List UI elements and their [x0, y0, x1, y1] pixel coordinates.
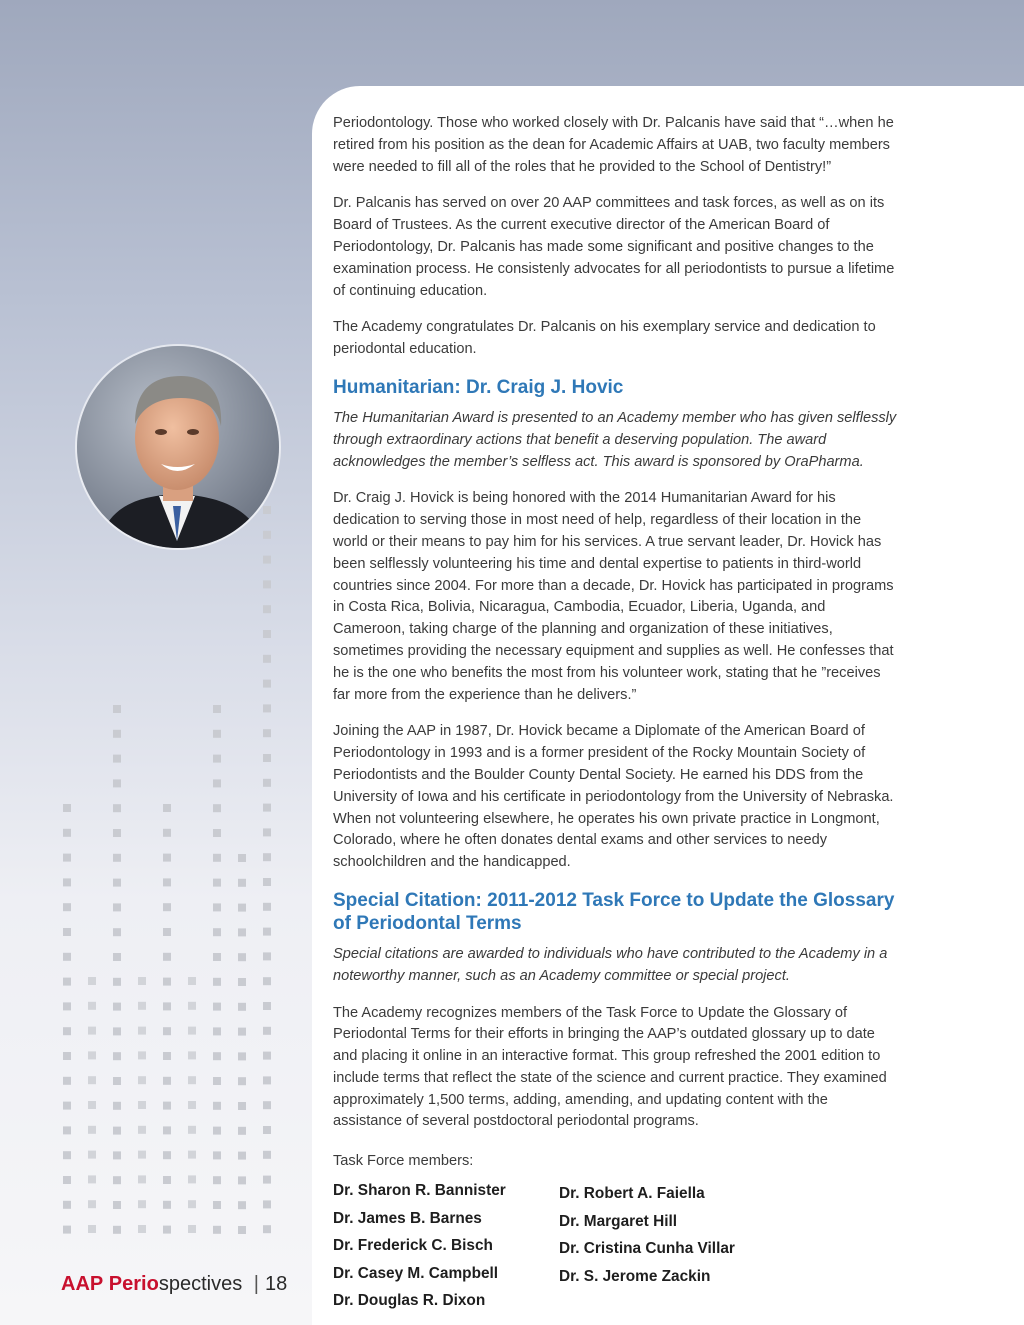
dot	[163, 1027, 171, 1035]
dot	[263, 952, 271, 960]
dot	[263, 903, 271, 911]
dot	[63, 1102, 71, 1110]
dot	[263, 779, 271, 787]
dot	[188, 1175, 196, 1183]
members-list	[333, 1177, 898, 1315]
dot	[63, 804, 71, 812]
section-intro: The Humanitarian Award is presented to an Academy member who has given selflessly through extraordinary actions that benefit a deserving population. The award acknowledges the member’s selfless act. This award is sponsored by OraPharma.	[333, 409, 897, 470]
dot	[263, 1101, 271, 1109]
brand-perio: Perio	[108, 1273, 159, 1295]
dot	[113, 755, 121, 763]
dot-grid-decoration	[0, 0, 300, 1325]
dot	[213, 1176, 221, 1184]
section-heading-humanitarian: Humanitarian: Dr. Craig J. Hovic	[333, 376, 624, 398]
dot	[263, 804, 271, 812]
dot	[163, 854, 171, 862]
dot	[213, 928, 221, 936]
dot	[88, 1101, 96, 1109]
dot	[113, 953, 121, 961]
footer-separator: |	[253, 1273, 259, 1295]
dot	[213, 1127, 221, 1135]
dot	[238, 879, 246, 887]
dot	[163, 1226, 171, 1234]
member-name: Dr. Casey M. Campbell	[333, 1264, 499, 1282]
dot	[138, 1225, 146, 1233]
dot	[88, 977, 96, 985]
member-name: Dr. Sharon R. Bannister	[333, 1182, 506, 1200]
brand-rest: spectives	[158, 1273, 243, 1295]
dot	[163, 1052, 171, 1060]
dot	[263, 655, 271, 663]
dot	[138, 1200, 146, 1208]
dot	[113, 1226, 121, 1234]
dot	[63, 1151, 71, 1159]
dot	[238, 1127, 246, 1135]
dot	[63, 928, 71, 936]
dot	[88, 1076, 96, 1084]
paragraph: The Academy congratulates Dr. Palcanis on his exemplary service and dedication to periodontal education.	[333, 319, 876, 358]
dot	[63, 1226, 71, 1234]
dot	[188, 1076, 196, 1084]
dot	[263, 580, 271, 588]
brand-aap: AAP	[61, 1273, 104, 1295]
dot	[263, 531, 271, 539]
dot	[163, 829, 171, 837]
dot	[63, 829, 71, 837]
dot	[63, 1126, 71, 1134]
dot	[213, 903, 221, 911]
dot	[238, 1226, 246, 1234]
dot	[113, 903, 121, 911]
dot	[113, 978, 121, 986]
dot	[263, 506, 271, 514]
member-name: Dr. James B. Barnes	[333, 1209, 482, 1227]
dot	[188, 1126, 196, 1134]
dot	[113, 1052, 121, 1060]
dot	[263, 704, 271, 712]
dot	[263, 878, 271, 886]
dot	[213, 705, 221, 713]
page-number: 18	[264, 1273, 288, 1295]
dot	[263, 1052, 271, 1060]
dot	[238, 854, 246, 862]
section-heading-citation: Special Citation: 2011-2012 Task Force to Update the Glossary of Periodontal Terms	[333, 889, 895, 934]
dot	[138, 977, 146, 985]
dot	[138, 1002, 146, 1010]
member-name: Dr. Margaret Hill	[559, 1212, 678, 1230]
dot	[163, 978, 171, 986]
paragraph: Dr. Craig J. Hovick is being honored with the 2014 Humanitarian Award for his dedication to serving those in most need of help, regardless of their location in the world or their means to pay him for his services. A true servant leader, Dr. Hovick has been selflessly volunteering his time and dental expertise to patients in third-world countries since 2004. For more than a decade, Dr. Hovick has participated in programs in Costa Rica, Bolivia, Nicaragua, Cambodia, Ecuador, Liberia, Uganda, and Cameroon, taking charge of the planning and organization of these initiatives, sometimes providing the necessary equipment and supplies as well. He confesses that he is the one who benefits the most from his volunteer work, stating that he ”receives far more from the experience than he delivers.”	[333, 490, 894, 703]
dot	[263, 1176, 271, 1184]
dot	[213, 755, 221, 763]
dot	[138, 1027, 146, 1035]
dot	[188, 1027, 196, 1035]
dot	[188, 977, 196, 985]
dot	[263, 630, 271, 638]
dot	[263, 754, 271, 762]
dot	[113, 730, 121, 738]
members-label: Task Force members:	[333, 1153, 474, 1170]
paragraph: Periodontology. Those who worked closely with Dr. Palcanis have said that “…when he retired from his position as the dean for Academic Affairs at UAB, two faculty members were needed to fill all of the roles that he provided to the School of Dentistry!”	[333, 115, 894, 175]
paragraph: Joining the AAP in 1987, Dr. Hovick became a Diplomate of the American Board of Periodontology in 1993 and is a former president of the Rocky Mountain Society of Periodontists and the Boulder County Dental Society. He earned his DDS from the University of Iowa and his certificate in periodontology from the University of Nebraska. When not volunteering elsewhere, he operates his own private practice in Longmont, Colorado, where he often donates dental exams and other services to needy schoolchildren and the handicapped.	[333, 723, 894, 871]
dot	[113, 1102, 121, 1110]
dot	[63, 854, 71, 862]
dot	[113, 804, 121, 812]
dot	[213, 1003, 221, 1011]
dot	[238, 953, 246, 961]
dot	[213, 730, 221, 738]
dot	[113, 1003, 121, 1011]
dot	[138, 1051, 146, 1059]
member-name: Dr. Cristina Cunha Villar	[559, 1240, 735, 1258]
dot	[63, 903, 71, 911]
dot	[63, 878, 71, 886]
member-name: Dr. Douglas R. Dixon	[333, 1292, 486, 1310]
dot	[213, 1226, 221, 1234]
dot	[88, 1200, 96, 1208]
dot	[188, 1051, 196, 1059]
dot	[63, 1077, 71, 1085]
member-name: Dr. Robert A. Faiella	[559, 1185, 705, 1203]
dot	[113, 1151, 121, 1159]
dot	[188, 1101, 196, 1109]
dot	[263, 1002, 271, 1010]
dot	[238, 1176, 246, 1184]
dot	[88, 1126, 96, 1134]
dot	[263, 680, 271, 688]
dot	[263, 928, 271, 936]
article-content	[333, 113, 898, 1315]
dot	[88, 1027, 96, 1035]
dot	[138, 1101, 146, 1109]
dot	[238, 1102, 246, 1110]
dot	[188, 1002, 196, 1010]
paragraph: Dr. Palcanis has served on over 20 AAP committees and task forces, as well as on its Board of Trustees. As the current executive director of the American Board of Periodontology, Dr. Palcanis has made some significant and positive changes to the examination process. He consistenly advocates for all periodontists to pursue a lifetime of continuing education.	[333, 195, 895, 299]
dot	[113, 1176, 121, 1184]
member-name: Dr. Frederick C. Bisch	[333, 1237, 493, 1255]
dot	[263, 1225, 271, 1233]
dot	[213, 1201, 221, 1209]
dot	[188, 1151, 196, 1159]
dot	[163, 928, 171, 936]
dot	[163, 1077, 171, 1085]
dot	[163, 903, 171, 911]
dot	[263, 828, 271, 836]
dot	[213, 879, 221, 887]
dot	[238, 1052, 246, 1060]
dot	[238, 1003, 246, 1011]
dot	[238, 928, 246, 936]
dot	[113, 1027, 121, 1035]
page-footer	[61, 1271, 287, 1297]
dot	[138, 1126, 146, 1134]
portrait-photo	[77, 346, 279, 548]
section-intro: Special citations are awarded to individuals who have contributed to the Academy in a noteworthy manner, such as an Academy committee or special project.	[333, 945, 888, 984]
dot	[213, 829, 221, 837]
dot	[63, 1176, 71, 1184]
dot	[63, 953, 71, 961]
dot	[213, 1151, 221, 1159]
dot	[238, 1201, 246, 1209]
dot	[113, 879, 121, 887]
dot	[238, 1152, 246, 1160]
dot	[113, 928, 121, 936]
dot	[213, 804, 221, 812]
member-name: Dr. S. Jerome Zackin	[559, 1267, 711, 1285]
dot	[263, 1076, 271, 1084]
dot	[213, 978, 221, 986]
dot	[213, 779, 221, 787]
dot	[113, 1127, 121, 1135]
dot	[213, 1027, 221, 1035]
dot	[88, 1151, 96, 1159]
members-column	[559, 1177, 785, 1315]
dot	[113, 779, 121, 787]
dot	[263, 556, 271, 564]
dot	[163, 1126, 171, 1134]
members-column	[333, 1177, 559, 1315]
dot	[263, 1027, 271, 1035]
dot	[88, 1225, 96, 1233]
dot	[213, 1052, 221, 1060]
dot	[213, 1102, 221, 1110]
dot	[113, 705, 121, 713]
dot	[163, 953, 171, 961]
dot	[63, 1052, 71, 1060]
dot	[113, 1201, 121, 1209]
dot	[88, 1175, 96, 1183]
dot	[263, 605, 271, 613]
dot	[213, 854, 221, 862]
dot	[163, 1176, 171, 1184]
dot	[113, 1077, 121, 1085]
dot	[238, 978, 246, 986]
dot	[113, 829, 121, 837]
dot	[163, 804, 171, 812]
dot	[138, 1076, 146, 1084]
dot	[63, 1201, 71, 1209]
dot	[113, 854, 121, 862]
dot	[238, 1077, 246, 1085]
dot	[263, 853, 271, 861]
dot	[88, 1002, 96, 1010]
dot	[188, 1225, 196, 1233]
dot	[263, 1126, 271, 1134]
dot	[138, 1175, 146, 1183]
dot	[88, 1051, 96, 1059]
dot	[63, 1002, 71, 1010]
dot	[163, 1201, 171, 1209]
dot	[263, 977, 271, 985]
paragraph: The Academy recognizes members of the Task Force to Update the Glossary of Periodontal Terms for their efforts in bringing the AAP’s outdated glossary up to date and placing it online in an interactive format. This group refreshed the 2001 edition to include terms that reflect the state of the science and current practice. They examined approximately 1,500 terms, adding, amending, and updating content with the assistance of several postdoctoral periodontal programs.	[333, 1004, 887, 1130]
dot	[263, 1151, 271, 1159]
dot	[63, 1027, 71, 1035]
dot	[163, 1151, 171, 1159]
dot	[63, 978, 71, 986]
dot	[238, 904, 246, 912]
dot	[263, 1200, 271, 1208]
dot	[263, 729, 271, 737]
dot	[163, 1002, 171, 1010]
dot	[213, 953, 221, 961]
dot	[238, 1028, 246, 1036]
dot	[188, 1200, 196, 1208]
dot	[138, 1151, 146, 1159]
dot	[163, 878, 171, 886]
dot	[163, 1102, 171, 1110]
dot	[213, 1077, 221, 1085]
